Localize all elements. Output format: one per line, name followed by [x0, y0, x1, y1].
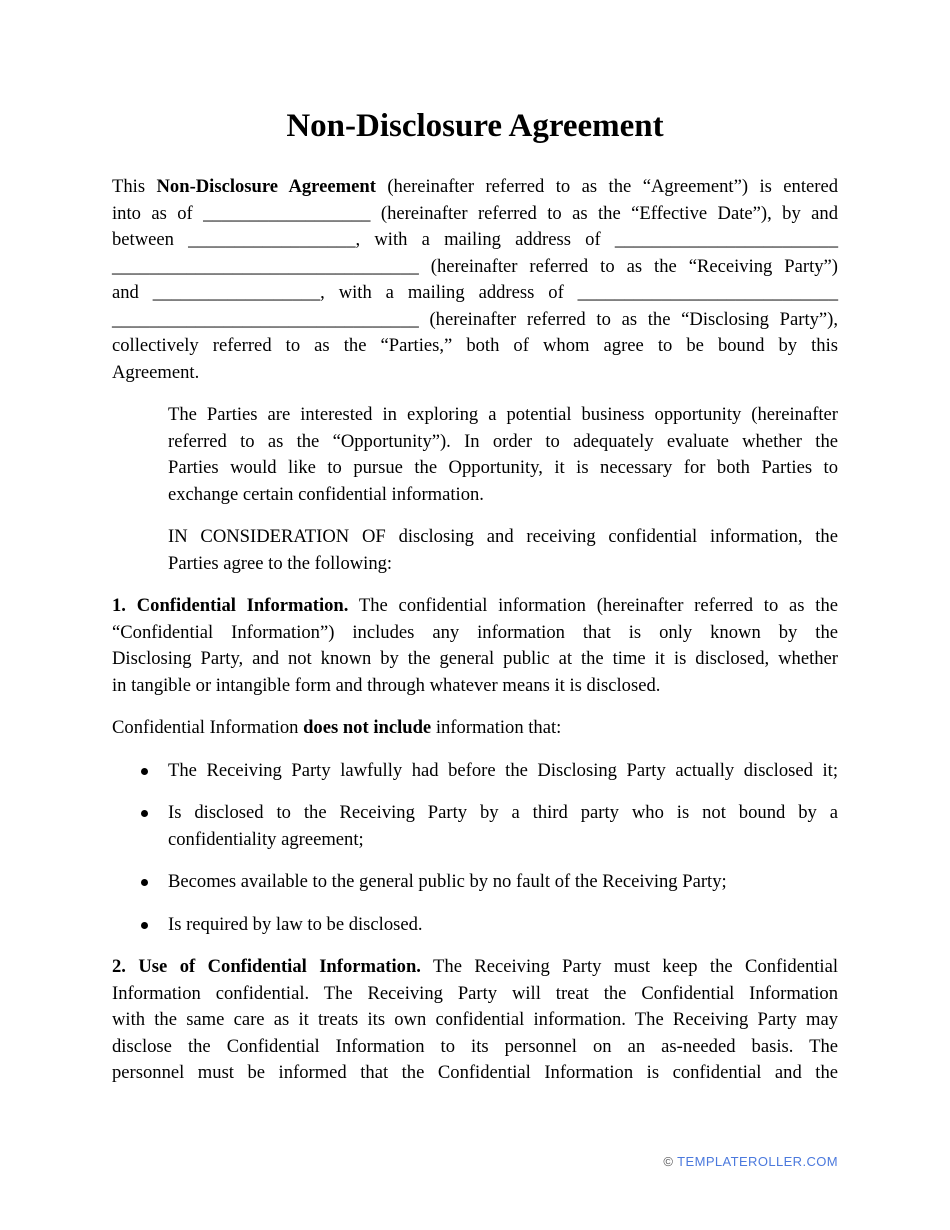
bullet-item: [112, 800, 838, 853]
bullet-item: [112, 912, 838, 939]
bullet-icon: [141, 768, 148, 775]
text-segment: Is disclosed to the Receiving Party by a third party who is not bound by a: [168, 802, 838, 823]
text-segment: _________________________________ (hereinafter referred to as the “Receiving Party”): [112, 255, 838, 277]
bold-text-segment: 2. Use of Confidential Information.: [112, 956, 421, 977]
bold-text-segment: Non-Disclosure Agreement: [156, 176, 376, 197]
text-segment: Confidential Information: [112, 717, 304, 738]
bullet-icon: [141, 810, 148, 817]
text-line: [168, 429, 838, 456]
bullet-item: [112, 869, 838, 896]
text-segment: Becomes available to the general public by no fault of the Receiving Party;: [168, 871, 727, 892]
bold-text-segment: does not include: [303, 717, 432, 738]
bullet-icon: [141, 922, 148, 929]
bullet-icon: [141, 879, 148, 886]
text-line: [112, 715, 838, 742]
text-line: [112, 593, 838, 620]
text-line: [168, 482, 838, 509]
text-line: [168, 912, 838, 939]
text-line: [112, 254, 838, 281]
text-line: [112, 1007, 838, 1034]
text-segment: Parties would like to pursue the Opportunity, it is necessary for both Parties to: [168, 457, 838, 478]
text-segment: (hereinafter referred to as the “Agreement”) is entered: [375, 176, 838, 197]
paragraph: [112, 954, 838, 1087]
paragraph: [112, 174, 838, 386]
copyright-icon: ©: [663, 1154, 674, 1169]
text-line: [112, 620, 838, 647]
text-line: [112, 280, 838, 307]
text-line: [112, 646, 838, 673]
bullet-list: [112, 758, 838, 939]
text-segment: confidentiality agreement;: [168, 828, 364, 850]
paragraph: [112, 715, 838, 742]
text-line: [168, 524, 838, 551]
text-segment: Parties agree to the following:: [168, 552, 393, 574]
document-title: Non-Disclosure Agreement: [286, 108, 664, 144]
text-line: [168, 758, 838, 785]
text-line: [168, 800, 838, 827]
bullet-item: [112, 758, 838, 785]
bold-text-segment: 1. Confidential Information.: [112, 595, 349, 616]
text-line: [168, 551, 838, 578]
text-segment: and __________________, with a mailing address of ____________________________: [112, 282, 838, 303]
text-segment: IN CONSIDERATION OF disclosing and receiving confidential information, the: [168, 526, 838, 547]
text-segment: into as of __________________ (hereinafter referred to as the “Effective Date”), by and: [112, 202, 838, 224]
text-line: [112, 1060, 838, 1087]
text-segment: information that:: [431, 717, 562, 738]
text-segment: _________________________________ (hereinafter referred to as the “Disclosing Party”),: [112, 308, 838, 330]
paragraph: [168, 402, 838, 508]
text-segment: personnel must be informed that the Confidential Information is confidential and the: [112, 1062, 838, 1083]
text-segment: collectively referred to as the “Parties,” both of whom agree to be bound by this: [112, 335, 838, 356]
text-segment: The Parties are interested in exploring a potential business opportunity (hereinafter: [168, 404, 838, 425]
text-segment: “Confidential Information”) includes any information that is only known by the: [112, 621, 838, 643]
text-segment: Disclosing Party, and not known by the general public at the time it is disclosed, whether: [112, 648, 838, 669]
text-line: [112, 174, 838, 201]
text-line: [112, 360, 838, 387]
text-segment: disclose the Confidential Information to its personnel on an as-needed basis. The: [112, 1035, 838, 1057]
paragraph: [168, 524, 838, 577]
text-segment: Information confidential. The Receiving Party will treat the Confidential Information: [112, 982, 838, 1004]
text-segment: Agreement.: [112, 361, 200, 383]
text-segment: between __________________, with a mailing address of ________________________: [112, 229, 838, 250]
text-line: [112, 981, 838, 1008]
text-line: [168, 402, 838, 429]
text-segment: exchange certain confidential information.: [168, 483, 484, 505]
text-line: [112, 201, 838, 228]
text-line: [112, 673, 838, 700]
footer: [663, 1154, 838, 1169]
text-segment: referred to as the “Opportunity”). In order to adequately evaluate whether the: [168, 430, 838, 452]
text-line: [112, 954, 838, 981]
text-line: [112, 307, 838, 334]
text-segment: The Receiving Party lawfully had before the Disclosing Party actually disclosed it;: [168, 759, 838, 781]
text-line: [112, 1034, 838, 1061]
templateroller-link[interactable]: TEMPLATEROLLER.COM: [677, 1154, 838, 1169]
text-segment: The confidential information (hereinafter referred to as the: [348, 595, 839, 616]
text-segment: The Receiving Party must keep the Confidential: [420, 956, 839, 977]
text-segment: in tangible or intangible form and through whatever means it is disclosed.: [112, 674, 661, 696]
text-line: [168, 869, 838, 896]
text-segment: Is required by law to be disclosed.: [168, 913, 423, 935]
text-line: [168, 455, 838, 482]
text-segment: with the same care as it treats its own confidential information. The Receiving Party may: [112, 1009, 838, 1030]
paragraph: [112, 593, 838, 699]
text-line: [112, 333, 838, 360]
document-body: [112, 174, 838, 1087]
text-line: [168, 827, 838, 854]
text-segment: This: [112, 176, 157, 197]
text-line: [112, 227, 838, 254]
